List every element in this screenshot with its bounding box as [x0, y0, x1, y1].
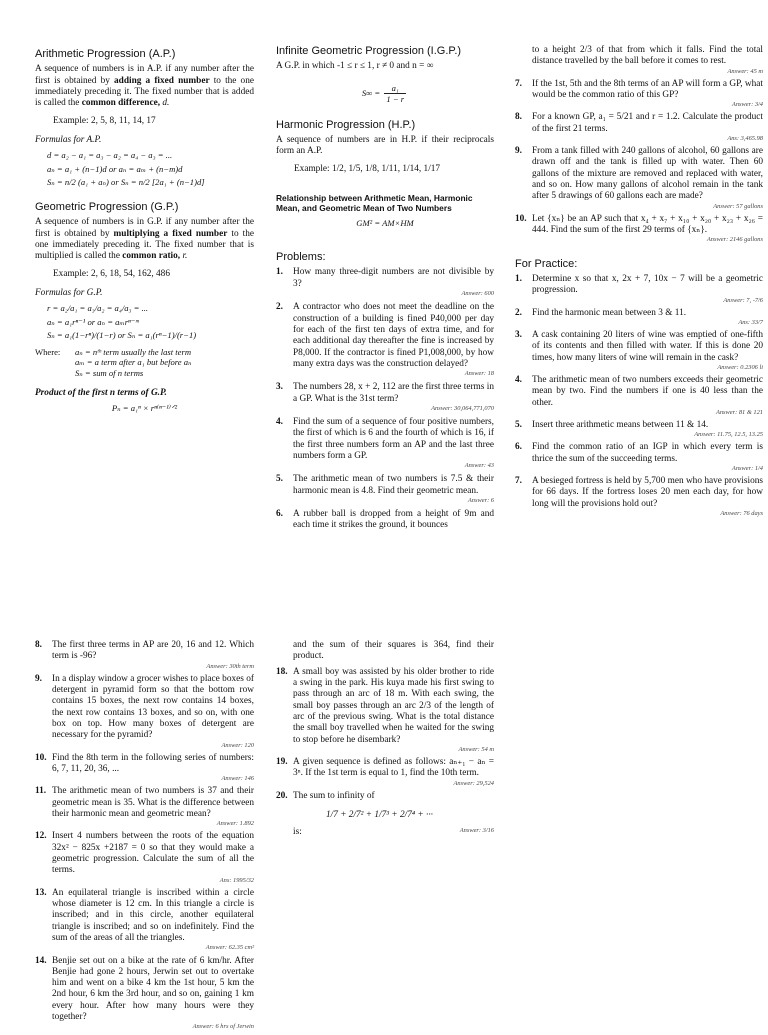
problem-item: 11. The arithmetic mean of two numbers is 37 and their geometric mean is 35. What is the difference between their harmonic mean and geometric mean? Answer: 1.892	[35, 786, 254, 828]
problem-item: 18. A small boy was assisted by his older brother to ride a swing in the park. His kuya made his first swing to pass through an arc of 18 m. With each swing, the small boy passes through an arc 2/3 of the length of arc of the previous swing. What is the total distance the small boy travelled when he waited for the swing to stop before he disembark? Answer: 54 m	[276, 666, 494, 753]
problems-list-c	[35, 640, 254, 1031]
where-line-2: aₘ = a term after a₁ but before aₙ	[75, 357, 192, 368]
problems-list-a	[276, 267, 494, 531]
problem-item: 6. A rubber ball is dropped from a height of 9m and each time it strikes the ground, it bounces	[276, 508, 494, 531]
ap-formula-3: Sₙ = n/2 (a₁ + aₙ) or Sₙ = n/2 [2a₁ + (n−1)d]	[47, 177, 205, 188]
problem-item: 20. The sum to infinity of	[276, 790, 375, 801]
problem-item: 13. An equilateral triangle is inscribed within a circle whose diameter is 12 cm. In this triangle a circle is inscribed; and in this circle, another equilateral triangle is inscribed; and so on indefinitely. Find the sum of the areas of all the triangles. Answer: 62.35 cm²	[35, 887, 254, 952]
ap-formula-1: d = a₂ − a₁ = a₃ − a₂ = a₄ − a₃ = ...	[47, 150, 173, 161]
problems-list-d	[276, 640, 494, 802]
problem-item: 3. The numbers 28, x + 2, 112 are the first three terms in a GP. What is the 31st term? Answer: 30,064,771,070	[276, 382, 494, 412]
problem-item: 9. In a display window a grocer wishes to place boxes of detergent in pyramid form so that the bottom row contains 15 boxes, the next row contains 14 boxes, the next row contains 13 boxes, and so on, with one box on top. How many boxes of detergent are necessary for the pyramid? Answer: 120	[35, 673, 254, 749]
igp-definition: A G.P. in which -1 ≤ r ≤ 1, r ≠ 0 and n = ∞	[276, 61, 434, 72]
hp-title: Harmonic Progression (H.P.)	[276, 118, 416, 131]
gp-product-formula: Pₙ = a₁ⁿ × rⁿ⁽ⁿ⁻¹⁾ᐟ²	[111, 403, 178, 414]
problem-item: 10. Let {xₙ} be an AP such that x₄ + x₇ + x₁₀ + x₂₀ + x₂₃ + x₂₆ = 444. Find the sum of the first 29 terms of {xₙ}. Answer: 2146 gallons	[515, 213, 763, 244]
column-3	[515, 45, 763, 521]
problem-20-answer-row	[276, 827, 494, 838]
hp-example: Example: 1/2, 1/5, 1/8, 1/11, 1/14, 1/17	[294, 163, 441, 174]
igp-formula: S∞ = $\frac{\text{a₁}}{1 - r}$	[361, 82, 405, 105]
problem-item: 9. From a tank filled with 240 gallons of alcohol, 60 gallons are drawn off and the tank is filled up with water. Then 60 gallons of the mixture are removed and replaced with water, and so on. How many gallons of alcohol remain in the tank after 5 drawings of 60 gallons each are made? Answer: 57 gallons	[515, 146, 763, 210]
problem-item: 10. Find the 8th term in the following series of numbers: 6, 7, 11, 20, 36, ... Answer: 146	[35, 752, 254, 783]
problem-20-series: 1/7 + 2/7² + 1/7³ + 2/7⁴ + ···	[326, 810, 433, 821]
gp-title: Geometric Progression (G.P.)	[35, 200, 179, 213]
column-2	[276, 45, 494, 537]
ap-title: Arithmetic Progression (A.P.)	[35, 48, 176, 60]
relationship-title: Relationship between Arithmetic Mean, Harmonic Mean, and Geometric Mean of Two Numbers	[276, 193, 473, 214]
where-line-1: aₙ = nᵗʰ term usually the last term	[75, 346, 192, 357]
problem-20-is: is:	[293, 827, 302, 838]
where-line-3: Sₙ = sum of n terms	[75, 367, 144, 378]
practice-item: 1. Determine x so that x, 2x + 7, 10x − 7 will be a geometric progression. Answer: 7, -7/6	[515, 273, 763, 304]
ap-formula-2: aₙ = a₁ + (n−1)d or aₙ = aₘ + (n−m)d	[47, 163, 183, 174]
gp-formula-1: r = a₂/a₁ = a₃/a₂ = a₄/a₃ = ...	[47, 303, 149, 314]
where-label: Where:	[35, 346, 61, 357]
problem-item: 7. If the 1st, 5th and the 8th terms of an AP will form a GP, what would be the common ratio of this GP? Answer: 3/4	[515, 78, 763, 109]
problem-20-answer: Answer: 3/16	[459, 827, 494, 835]
practice-item: 7. A besieged fortress is held by 5,700 men who have provisions for 66 days. If the fortress loses 20 men each day, for how long will the provisions hold out? Answer: 76 days	[515, 476, 763, 518]
problem-item: 8. The first three terms in AP are 20, 16 and 12. Which term is -96? Answer: 30th term	[35, 640, 254, 670]
relationship-formula: GM² = AM×HM	[356, 217, 414, 228]
practice-item: 4. The arithmetic mean of two numbers exceeds their geometric mean by two. Find the numbers if one is 40 less than the other. Answer: 81 & 121	[515, 375, 763, 416]
practice-item: 2. Find the harmonic mean between 3 & 11. Ans: 33/7	[515, 307, 763, 326]
problems-list-b	[515, 45, 763, 244]
gp-formula-3: Sₙ = a₁(1−rⁿ)/(1−r) or Sₙ = a₁(rⁿ−1)/(r−1)	[47, 330, 197, 341]
column-5	[276, 640, 494, 839]
problem-item: 5. The arithmetic mean of two numbers is 7.5 & their harmonic mean is 4.8. Find their geometric mean. Answer: 6	[276, 474, 494, 504]
ap-definition: A sequence of numbers is in A.P. if any number after the first is obtained by adding a fixed number to the one immediately preceding it. The fixed number that is added is called the common difference, d.	[35, 64, 254, 109]
gp-example: Example: 2, 6, 18, 54, 162, 486	[53, 268, 170, 279]
problem-item: 4. Find the sum of a sequence of four positive numbers, the first of which is 6 and the fourth of which is 16, if the first three numbers form an AP and the last three numbers form a GP. Answer: 43	[276, 416, 494, 470]
problem-item: 2. A contractor who does not meet the deadline on the construction of a building is fined P40,000 per day for each of the first ten days of extra time, and for each additional day thereafter the fine is increased by P8,000. If the contractor is fined P1,008,000, by how many extra days was the construction delayed? Answer: 18	[276, 302, 494, 378]
gp-product-title: Product of the first n terms of G.P.	[35, 388, 167, 399]
ap-formulas-title: Formulas for A.P.	[35, 135, 102, 146]
problem-continued: to a height 2/3 of that from which it falls. Find the total distance travelled by the ball before it comes to rest. Answer: 45 m	[532, 45, 763, 75]
gp-where-block	[35, 347, 254, 378]
hp-definition: A sequence of numbers are in H.P. if their reciprocals form an A.P.	[276, 135, 494, 157]
practice-title: For Practice:	[515, 257, 578, 270]
column-4	[35, 640, 254, 1035]
practice-item: 6. Find the common ratio of an IGP in which every term is thrice the sum of the succeeding terms. Answer: 1/4	[515, 442, 763, 473]
problem-item: 12. Insert 4 numbers between the roots of the equation 32x² − 825x +2187 = 0 so that they would make a geometric progression. Calculate the sum of all the terms. Ans: 1995/32	[35, 831, 254, 884]
igp-title: Infinite Geometric Progression (I.G.P.)	[276, 45, 462, 57]
problems-title: Problems:	[276, 251, 326, 264]
problem-continued: and the sum of their squares is 364, find their product.	[293, 640, 494, 662]
column-1	[35, 48, 254, 417]
problem-item: 19. A given sequence is defined as follows: aₙ₊₁ − aₙ = 3ⁿ. If the 1st term is equal to 1, find the 10th term. Answer: 29,524	[276, 757, 494, 787]
gp-formula-2: aₙ = a₁rⁿ⁻¹ or aₙ = aₘrⁿ⁻ᵐ	[47, 316, 139, 327]
practice-item: 3. A cask containing 20 liters of wine was emptied of one-fifth of its contents and then filled with water. If this is done 20 times, how many liters of wine will remain in the cask? Answer: 0.2306 li	[515, 329, 763, 371]
practice-item: 5. Insert three arithmetic means between 11 & 14. Answer: 11.75, 12.5, 13.25	[515, 420, 763, 439]
problem-item: 14. Benjie set out on a bike at the rate of 6 km/hr. After Benjie had gone 2 hours, Jerwin set out to overtake him and went on a bike 4 km the 1st hour, 5 km the 2nd hour, 6 km the 3rd hour, and so on, gaining 1 km every hour. After how many hours were they together? Answer: 6 hrs of Jerwin	[35, 955, 254, 1031]
gp-definition: A sequence of numbers is in G.P. if any number after the first is obtained by multiplying a fixed number to the one immediately preceding it. The fixed number that is multiplied is called the common ratio, r.	[35, 217, 254, 262]
gp-formulas-title: Formulas for G.P.	[35, 287, 103, 298]
problem-item: 8. For a known GP, a₁ = 5/21 and r = 1.2. Calculate the product of the first 21 terms. Ans: 3,465.98	[515, 112, 763, 143]
ap-example: Example: 2, 5, 8, 11, 14, 17	[53, 115, 156, 126]
problem-item: 1. How many three-digit numbers are not divisible by 3? Answer: 600	[276, 267, 494, 298]
practice-list	[515, 274, 763, 517]
